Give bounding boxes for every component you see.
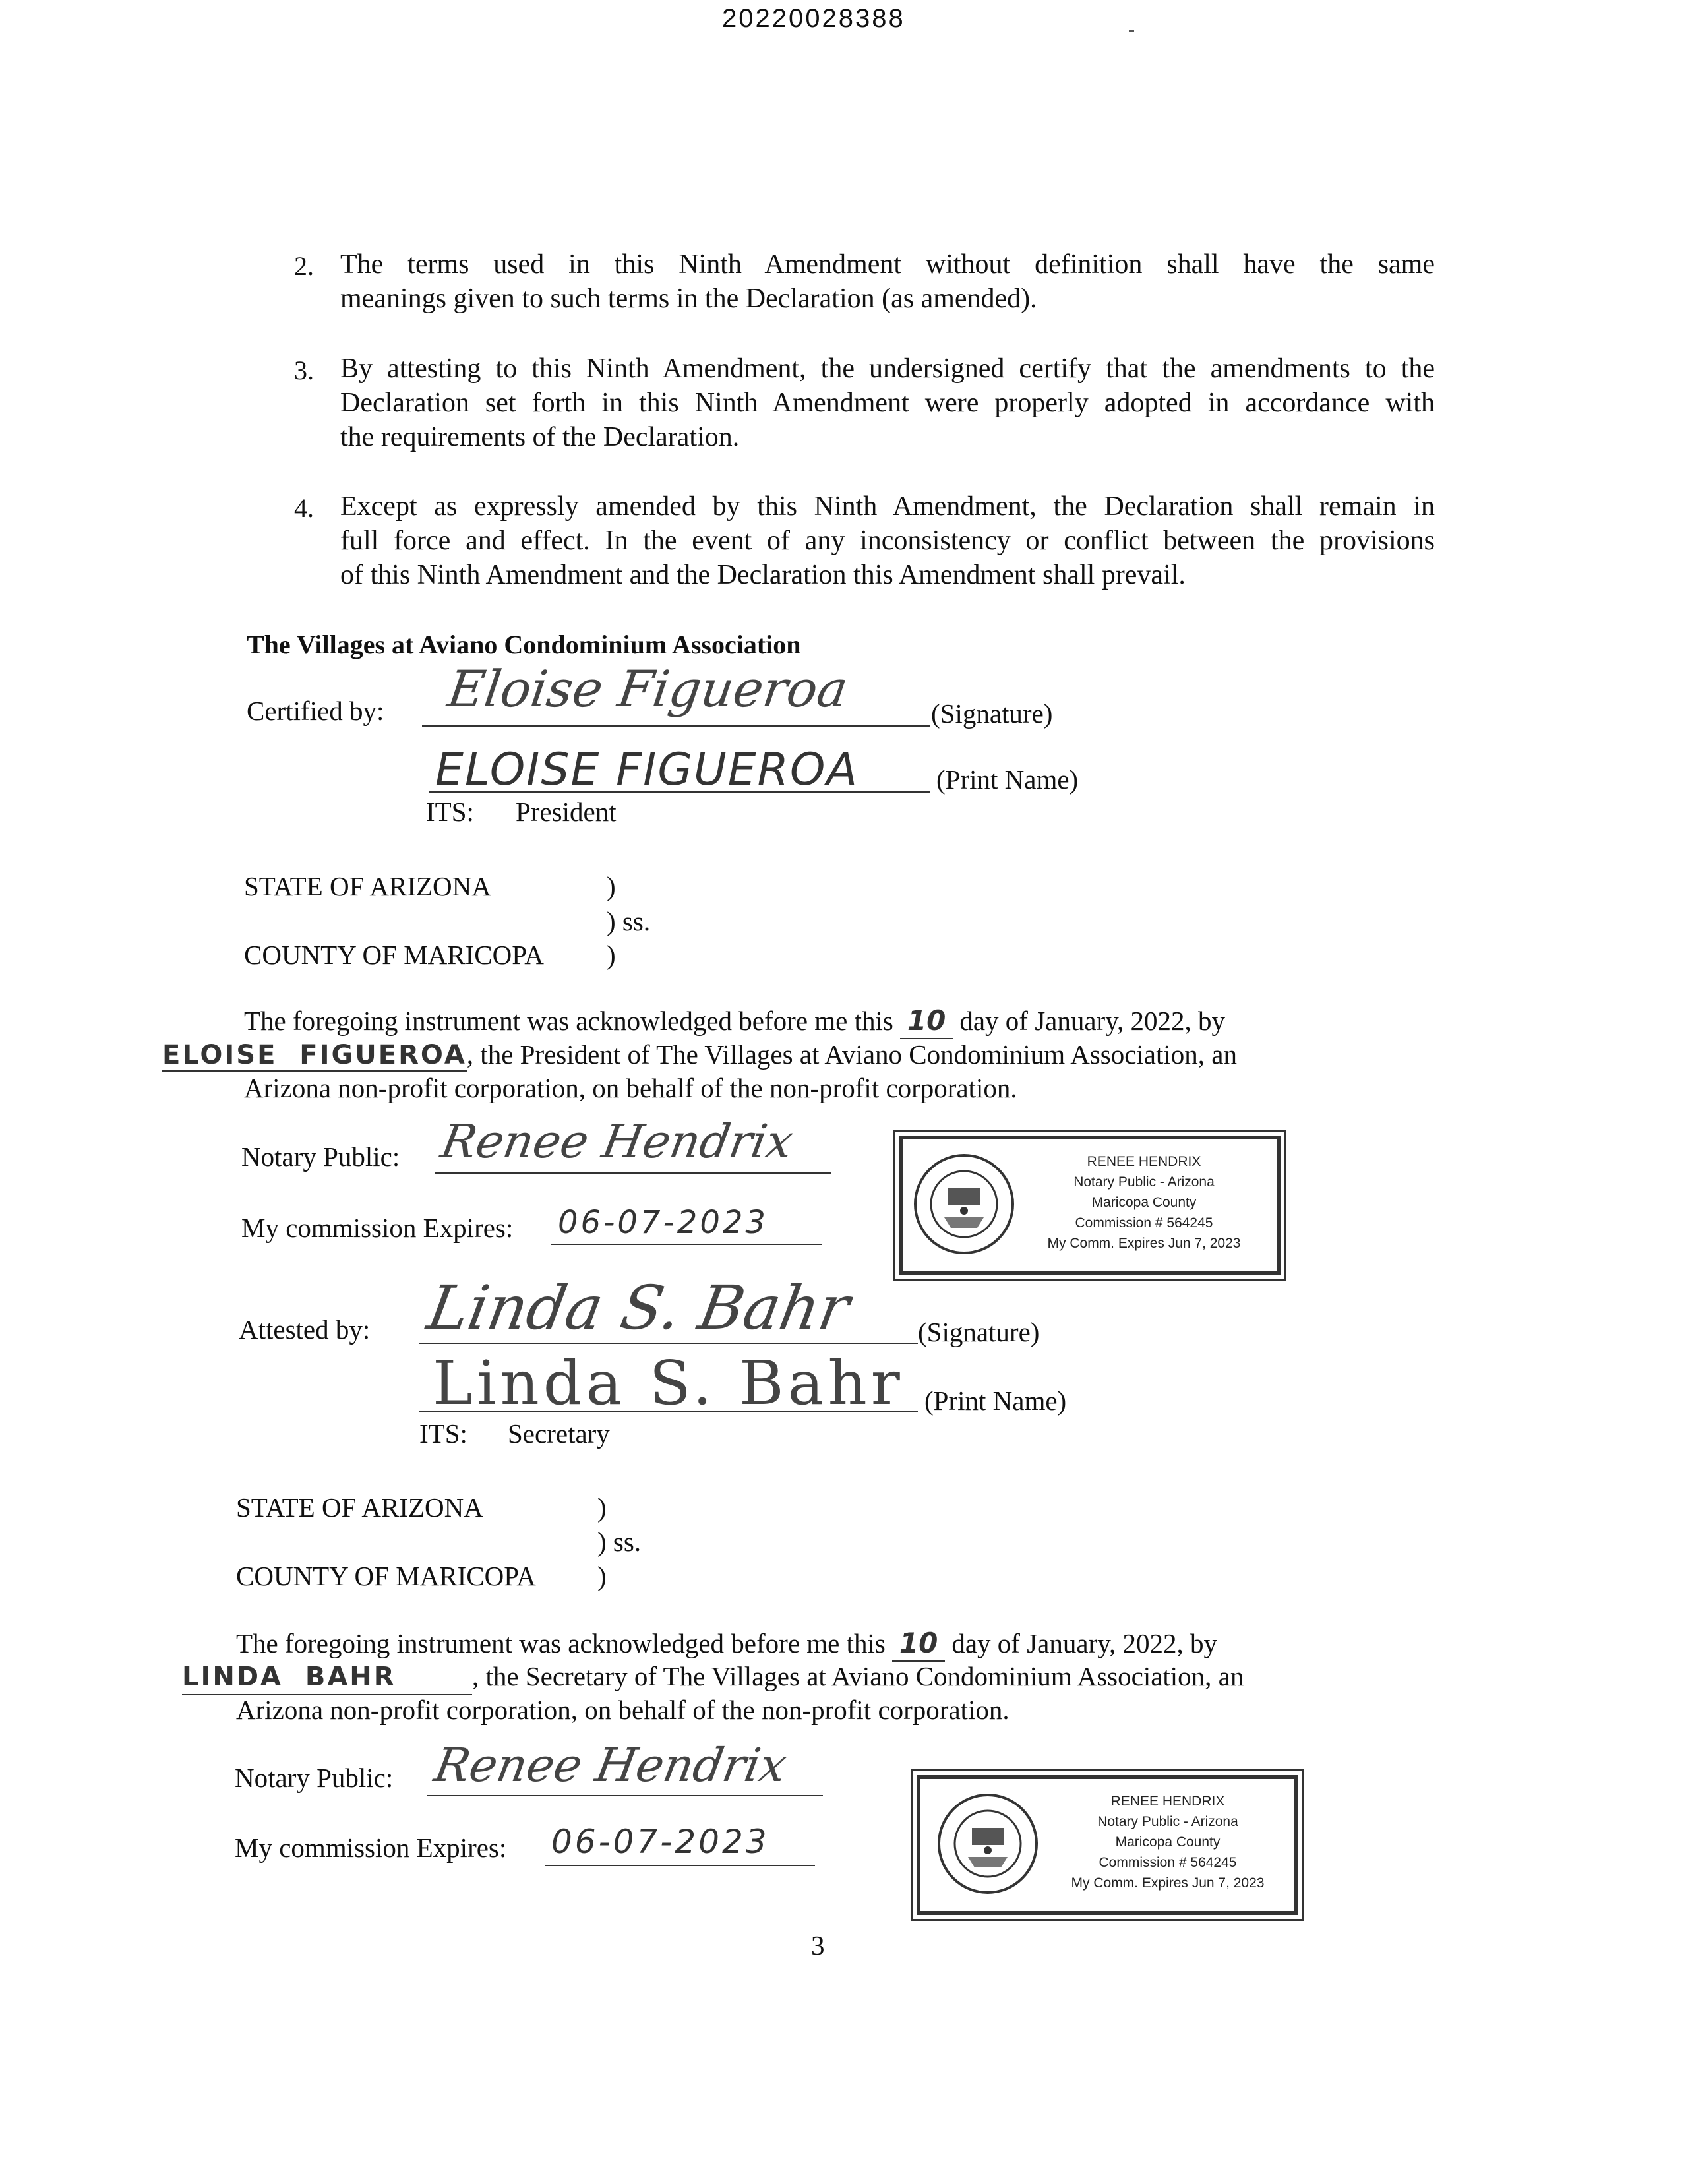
- ack-2-line-2: [182, 1659, 1244, 1695]
- stamp-1-line-5: My Comm. Expires Jun 7, 2023: [1047, 1236, 1241, 1251]
- ack-2-before: The foregoing instrument was acknowledged before me this: [236, 1628, 886, 1658]
- ack-1-day: [900, 1004, 953, 1039]
- notary-2-signature-line: [427, 1795, 823, 1796]
- stamp-1-line-3: Maricopa County: [1091, 1195, 1197, 1210]
- item-4-line-3: of this Ninth Amendment and the Declaration this Amendment shall prevail.: [340, 560, 1186, 590]
- stamp-2-line-2: Notary Public - Arizona: [1097, 1814, 1238, 1829]
- attested-signature: Linda S. Bahr: [422, 1273, 855, 1343]
- item-2-line-2: meanings given to such terms in the Declaration (as amended).: [340, 284, 1037, 314]
- document-number: 20220028388: [722, 4, 905, 33]
- stamp-1-text: [1022, 1151, 1266, 1254]
- certified-its-label: ITS:: [426, 797, 474, 827]
- venue-1-state: STATE OF ARIZONA: [244, 871, 491, 901]
- item-4-line-2: full force and effect. In the event of any inconsistency or conflict between the provisions: [340, 526, 1435, 556]
- ack-2-day: [892, 1626, 945, 1662]
- certified-print-suffix: (Print Name): [936, 764, 1079, 795]
- ack-1-line-2: [162, 1037, 1237, 1072]
- item-3-line-1: By attesting to this Ninth Amendment, the undersigned certify that the amendments to the: [340, 353, 1435, 384]
- notary-1-signature: Renee Hendrix: [437, 1114, 798, 1168]
- ack-2-line-1: [236, 1626, 1217, 1662]
- state-seal-icon: [911, 1151, 1017, 1257]
- certified-signature-line: [422, 725, 930, 727]
- ack-1-line-3: Arizona non-profit corporation, on behalf of the non-profit corporation.: [244, 1073, 1017, 1103]
- page-number: 3: [811, 1930, 825, 1960]
- attested-its-value: Secretary: [508, 1418, 610, 1449]
- stamp-1-line-1: RENEE HENDRIX: [1087, 1154, 1201, 1169]
- stamp-2-line-5: My Comm. Expires Jun 7, 2023: [1071, 1875, 1265, 1891]
- stamp-2-line-4: Commission # 564245: [1099, 1855, 1237, 1870]
- notary-stamp-1: [899, 1136, 1281, 1275]
- ack-2-name: LINDA BAHR: [182, 1660, 472, 1695]
- attested-signature-suffix: (Signature): [918, 1317, 1040, 1347]
- state-seal-icon: [935, 1791, 1040, 1896]
- notary-2-commission-label: My commission Expires:: [235, 1833, 507, 1863]
- attested-print-suffix: (Print Name): [924, 1385, 1067, 1416]
- attested-print-name: Linda S. Bahr: [433, 1348, 904, 1418]
- venue-2-paren-2: ): [597, 1561, 607, 1591]
- notary-2-label: Notary Public:: [235, 1763, 394, 1793]
- item-4-text: [340, 489, 1435, 592]
- ack-1-name: ELOISE FIGUEROA: [162, 1040, 467, 1070]
- item-4-line-1: Except as expressly amended by this Ninth Amendment, the Declaration shall remain in: [340, 491, 1435, 522]
- venue-2-ss: ) ss.: [597, 1527, 642, 1557]
- stamp-2-line-1: RENEE HENDRIX: [1110, 1794, 1225, 1809]
- item-2-line-1: The terms used in this Ninth Amendment without definition shall have the same: [340, 249, 1435, 280]
- certified-print-name: ELOISE FIGUEROA: [435, 744, 859, 796]
- venue-1-paren-2: ): [607, 940, 616, 970]
- item-3-line-3: the requirements of the Declaration.: [340, 422, 740, 452]
- venue-2-paren-1: ): [597, 1492, 607, 1523]
- scan-mark: [1129, 30, 1134, 32]
- ack-1-role: , the President of The Villages at Aviano Condominium Association, an: [466, 1039, 1237, 1070]
- item-2-text: [340, 247, 1435, 316]
- ack-2-day-value: 10: [899, 1627, 938, 1659]
- ack-1-after: day of January, 2022, by: [959, 1006, 1226, 1036]
- ack-2-after: day of January, 2022, by: [951, 1628, 1218, 1658]
- item-2-number: 2.: [294, 251, 314, 281]
- notary-2-signature: Renee Hendrix: [430, 1738, 791, 1792]
- attested-its-label: ITS:: [419, 1418, 467, 1449]
- ack-1-day-value: 10: [907, 1004, 946, 1037]
- stamp-1-line-4: Commission # 564245: [1075, 1215, 1213, 1230]
- venue-2-county: COUNTY OF MARICOPA: [236, 1561, 536, 1591]
- certified-signature-suffix: (Signature): [931, 698, 1053, 729]
- certified-its-value: President: [516, 797, 617, 827]
- stamp-2-text: [1046, 1791, 1290, 1893]
- certified-by-label: Certified by:: [247, 696, 384, 726]
- certified-signature: Eloise Figueroa: [444, 659, 852, 718]
- venue-1-ss: ) ss.: [607, 906, 651, 936]
- venue-2-state: STATE OF ARIZONA: [236, 1492, 483, 1523]
- ack-1-line-1: [244, 1004, 1225, 1039]
- notary-1-commission-date: 06-07-2023: [558, 1204, 768, 1241]
- item-3-line-2: Declaration set forth in this Ninth Amendment were properly adopted in accordance with: [340, 388, 1435, 418]
- notary-1-commission-line: [551, 1244, 822, 1245]
- item-3-number: 3.: [294, 355, 314, 385]
- item-3-text: [340, 351, 1435, 454]
- stamp-2-line-3: Maricopa County: [1115, 1835, 1221, 1850]
- notary-1-commission-label: My commission Expires:: [241, 1213, 514, 1243]
- stamp-1-line-2: Notary Public - Arizona: [1073, 1174, 1215, 1190]
- notary-1-signature-line: [435, 1172, 831, 1174]
- venue-1-paren-1: ): [607, 871, 616, 901]
- attested-by-label: Attested by:: [239, 1314, 371, 1345]
- notary-2-commission-date: 06-07-2023: [551, 1823, 769, 1861]
- notary-2-commission-line: [545, 1865, 815, 1866]
- ack-2-role: , the Secretary of The Villages at Aviano Condominium Association, an: [472, 1661, 1244, 1691]
- ack-2-line-3: Arizona non-profit corporation, on behalf of the non-profit corporation.: [236, 1695, 1010, 1725]
- association-name: The Villages at Aviano Condominium Association: [247, 630, 801, 659]
- notary-stamp-2: [917, 1775, 1298, 1915]
- ack-1-before: The foregoing instrument was acknowledged before me this: [244, 1006, 893, 1036]
- item-4-number: 4.: [294, 493, 314, 523]
- venue-1-county: COUNTY OF MARICOPA: [244, 940, 544, 970]
- notary-1-label: Notary Public:: [241, 1141, 400, 1172]
